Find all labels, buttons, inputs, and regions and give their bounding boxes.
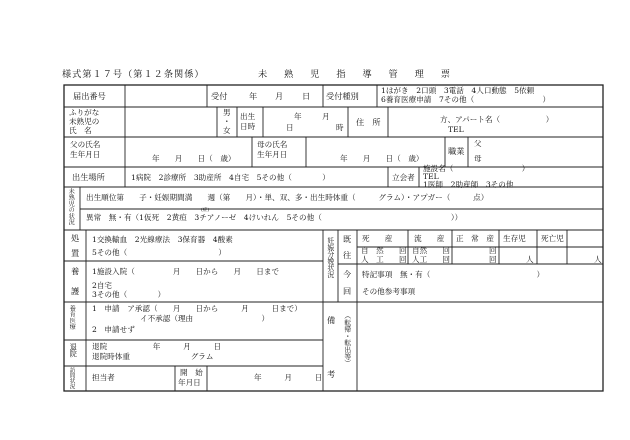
tel-field: TEL (448, 125, 464, 134)
treatment-line2: 5その他（ ） (92, 248, 226, 257)
living-child-count: 人 (526, 255, 534, 264)
miscarriage-natural: 自然 回 (412, 246, 450, 255)
facility-tel: TEL (423, 172, 439, 181)
birth-label-2: 日時 (240, 122, 256, 131)
medical-care-line3: 2 申請せず (92, 325, 135, 334)
furigana-label: ふりがな (69, 108, 100, 117)
visit-start-label-1: 開 始 (180, 368, 203, 377)
uketsuke-month: 月 (275, 91, 284, 101)
discharge-label: 退院 (69, 343, 79, 358)
form-title: 未 熟 児 指 導 管 理 票 (258, 69, 457, 80)
care-label-2: 護 (71, 286, 80, 296)
other-reference: その他参考事項 (362, 287, 416, 296)
visit-staff-label: 担当者 (92, 373, 115, 382)
medical-care-label: 養育医療 (68, 305, 76, 330)
history-label-1: 既 (343, 234, 352, 244)
birth-label-1: 出生 (240, 112, 256, 121)
todokede-number-label: 届出番号 (73, 91, 106, 101)
remarks-label-2: 考 (327, 369, 336, 379)
header-deceased-child: 死亡児 (541, 234, 564, 243)
address-label: 住 所 (356, 117, 381, 127)
attendant-options: 1医師 2助産師 3その他 (423, 180, 514, 189)
shimei-label: 氏 名 (69, 126, 92, 135)
father-name-label: 父の氏名 (70, 140, 101, 149)
uketsuke-type-label: 受付種別 (326, 91, 359, 101)
care-line2: 2自宅 (92, 281, 113, 290)
occupation-label: 職業 (448, 146, 465, 156)
infant-status-line1: 出生順位第 子・妊娠期間満 週（第 月）・単、双、多・出生時体重（ グラム）・アプガー（ 点） (86, 193, 489, 202)
normal-birth-count-1: 回 (489, 246, 497, 255)
medical-care-line2: イ不承認（理由 ） (140, 314, 270, 323)
medical-care-line1: 1 申請 ア承認（ 月 日から 月 日まで） (92, 304, 302, 313)
discharge-weight: 退院時体重 グラム (92, 352, 214, 361)
deceased-child-count: 人 (594, 255, 602, 264)
uketsuke-options-2: 6養育医療申請 7その他（ ） (381, 95, 551, 104)
treatment-label-1: 処 (71, 233, 80, 243)
father-birth-label: 生年月日 (70, 150, 101, 159)
birth-month: 月 (322, 112, 330, 121)
form-number: 様式第１７号（第１２条関係） (62, 69, 205, 80)
birthplace-options: 1病院 2診療所 3助産所 4自宅 5その他（ ） (131, 173, 330, 182)
jaundice-small: (症) (201, 208, 210, 213)
history-label-2: 往 (343, 250, 352, 260)
treatment-line1: 1交換輸血 2光線療法 3保育器 4酸素 (92, 235, 233, 244)
sex-female: 女 (223, 126, 231, 135)
visit-start-date: 年 月 日 (254, 373, 323, 382)
mother-birth-date: 年 月 日（ 歳） (340, 154, 424, 163)
header-living-child: 生存児 (503, 234, 526, 243)
birth-hour: 時 (336, 123, 344, 132)
visit-start-label-2: 年月日 (178, 378, 201, 387)
birth-year: 年 (294, 112, 302, 121)
attendant-label: 立会者 (392, 173, 415, 182)
header-normal-birth: 正 常 産 (456, 234, 494, 243)
care-line3: 3その他（ ） (92, 290, 166, 299)
uketsuke-year: 年 (249, 91, 258, 101)
apartment-field: 方、アパート名（ ） (440, 115, 554, 124)
sex-dot: ・ (223, 117, 231, 126)
visit-status-label: 訪問状況 (68, 367, 75, 390)
header-stillbirth: 死 産 (362, 234, 393, 243)
infant-status-label: 未熟児の状況 (67, 188, 75, 226)
infant-status-line2: 異常 無・有（1仮死 2黄疸 3チアノーゼ 4けいれん 5その他（ ）） (86, 213, 463, 222)
mijukuji-label: 未熟児の (69, 117, 100, 126)
uketsuke-options-1: 1はがき 2口頭 3電話 4人口動態 5依頼 (381, 86, 535, 95)
header-miscarriage: 流 産 (414, 234, 445, 243)
mother-birth-label: 生年月日 (257, 150, 288, 159)
pregnancy-status-label: 妊娠分娩状況 (325, 237, 334, 278)
care-line1: 1施設入院（ 月 日から 月 日まで (92, 267, 280, 276)
special-notes: 特記事項 無・有（ ） (362, 270, 545, 279)
normal-birth-count-2: 回 (489, 255, 497, 264)
uketsuke-label: 受付 (211, 91, 228, 101)
treatment-label-2: 置 (71, 248, 80, 258)
stillbirth-natural: 自 然 回 (361, 246, 407, 255)
miscarriage-artificial: 人工 回 (412, 255, 450, 264)
uketsuke-day: 日 (302, 91, 311, 101)
occupation-father: 父 (474, 139, 482, 148)
occupation-mother: 母 (474, 154, 482, 163)
current-label-2: 回 (343, 286, 352, 296)
facility-name: 施設名（ ） (423, 164, 530, 173)
birthplace-label: 出生場所 (72, 172, 105, 182)
current-label-1: 今 (343, 269, 352, 279)
birth-day: 日 (286, 123, 294, 132)
mother-name-label: 母の氏名 (257, 140, 288, 149)
stillbirth-artificial: 人 工 回 (361, 255, 407, 264)
father-birth-date: 年 月 日（ 歳） (152, 154, 236, 163)
discharge-date: 退院 年 月 日 (92, 342, 222, 351)
care-label-1: 養 (71, 266, 80, 276)
remarks-note: （転帰・転出等） (342, 312, 351, 367)
sex-male: 男 (223, 108, 231, 117)
remarks-label-1: 備 (327, 315, 336, 325)
